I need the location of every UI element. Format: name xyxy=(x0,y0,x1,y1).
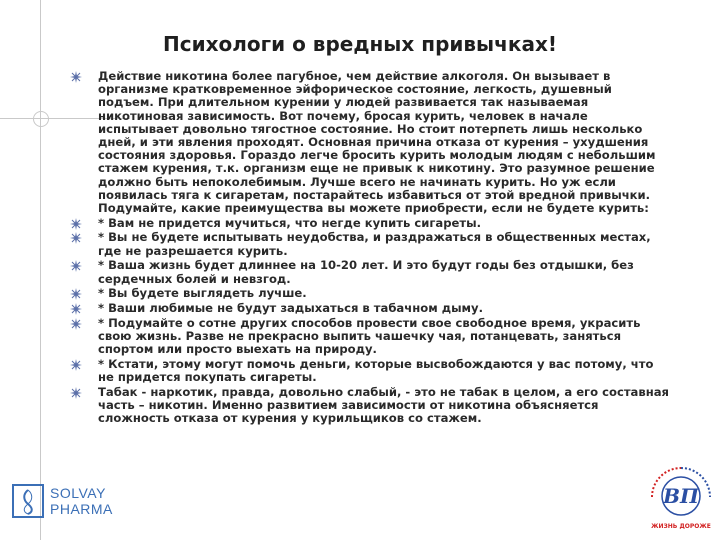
list-item xyxy=(70,287,670,300)
vp-logo-letters: ВП xyxy=(663,484,699,508)
slide-title: Психологи о вредных привычках! xyxy=(163,32,557,56)
solvay-line2: PHARMA xyxy=(50,501,113,517)
list-item xyxy=(70,358,670,384)
bullet-star-icon xyxy=(70,359,82,371)
list-item xyxy=(70,231,670,257)
list-item-text: * Кстати, этому могут помочь деньги, которые высвобождаются у вас потому, что не придется покупать сигареты. xyxy=(98,356,654,384)
list-item xyxy=(70,70,670,215)
bullet-star-icon xyxy=(70,218,82,230)
vp-logo-caption: ЖИЗНЬ ДОРОЖЕ xyxy=(651,523,711,530)
list-item xyxy=(70,259,670,285)
bullet-star-icon xyxy=(70,260,82,272)
vp-logo xyxy=(646,462,716,532)
bullet-star-icon xyxy=(70,387,82,399)
list-item-text: * Ваши любимые не будут задыхаться в табачном дыму. xyxy=(98,300,483,315)
solvay-emblem-icon xyxy=(14,486,42,516)
list-item xyxy=(70,317,670,357)
decorative-ring xyxy=(33,111,49,127)
solvay-emblem xyxy=(12,484,44,518)
bullet-star-icon xyxy=(70,318,82,330)
list-item-text: * Вы не будете испытывать неудобства, и раздражаться в общественных местах, где не разрешается курить. xyxy=(98,230,651,258)
solvay-pharma-logo xyxy=(12,484,122,520)
list-item-text: Действие никотина более пагубное, чем действие алкоголя. Он вызывает в организме кратковременное эйфорическое состояние, легкость, душевный подъем. При длительном курении у людей развивается так называемая никотиновая зависимость. Вот почему, бросая курить, человек в начале испытывает довольно тягостное состояние. Но стоит потерпеть лишь несколько дней, и эти явления проходят. Основная причина отказа от курения – ухудшения состояния здоровья. Гораздо легче бросить курить молодым людям с небольшим стажем курения, т.к. организм еще не привык к никотину. Это разумное решение должно быть непоколебимым. Лучше всего не начинать курить. Но уж если появилась тяга к сигаретам, постарайтесь избавиться от этой вредной привычки. Подумайте, какие преимущества вы можете приобрести, если не будете курить: xyxy=(98,69,656,216)
list-item xyxy=(70,302,670,315)
list-item xyxy=(70,386,670,426)
solvay-wordmark xyxy=(50,485,113,517)
list-item-text: Табак - наркотик, правда, довольно слабый, - это не табак в целом, а его составная часть – никотин. Именно развитием зависимости от никотина объясняется сложность отказа от курения у курильщиков со стажем. xyxy=(98,384,669,426)
list-item-text: * Подумайте о сотне других способов провести свое свободное время, украсить свою жизнь. Разве не прекрасно выпить чашечку чая, потанцевать, заняться спортом или просто выехать на природу. xyxy=(98,315,641,357)
bullet-list xyxy=(70,70,670,427)
bullet-star-icon xyxy=(70,232,82,244)
bullet-star-icon xyxy=(70,71,82,83)
decorative-vertical-line xyxy=(40,0,41,540)
bullet-star-icon xyxy=(70,303,82,315)
list-item-text: * Вы будете выглядеть лучше. xyxy=(98,286,307,301)
solvay-line1: SOLVAY xyxy=(50,485,106,501)
list-item-text: * Ваша жизнь будет длиннее на 10-20 лет. И это будут годы без отдышки, без сердечных болей и невзгод. xyxy=(98,258,634,286)
list-item xyxy=(70,217,670,230)
list-item-text: * Вам не придется мучиться, что негде купить сигареты. xyxy=(98,215,482,230)
bullet-star-icon xyxy=(70,288,82,300)
